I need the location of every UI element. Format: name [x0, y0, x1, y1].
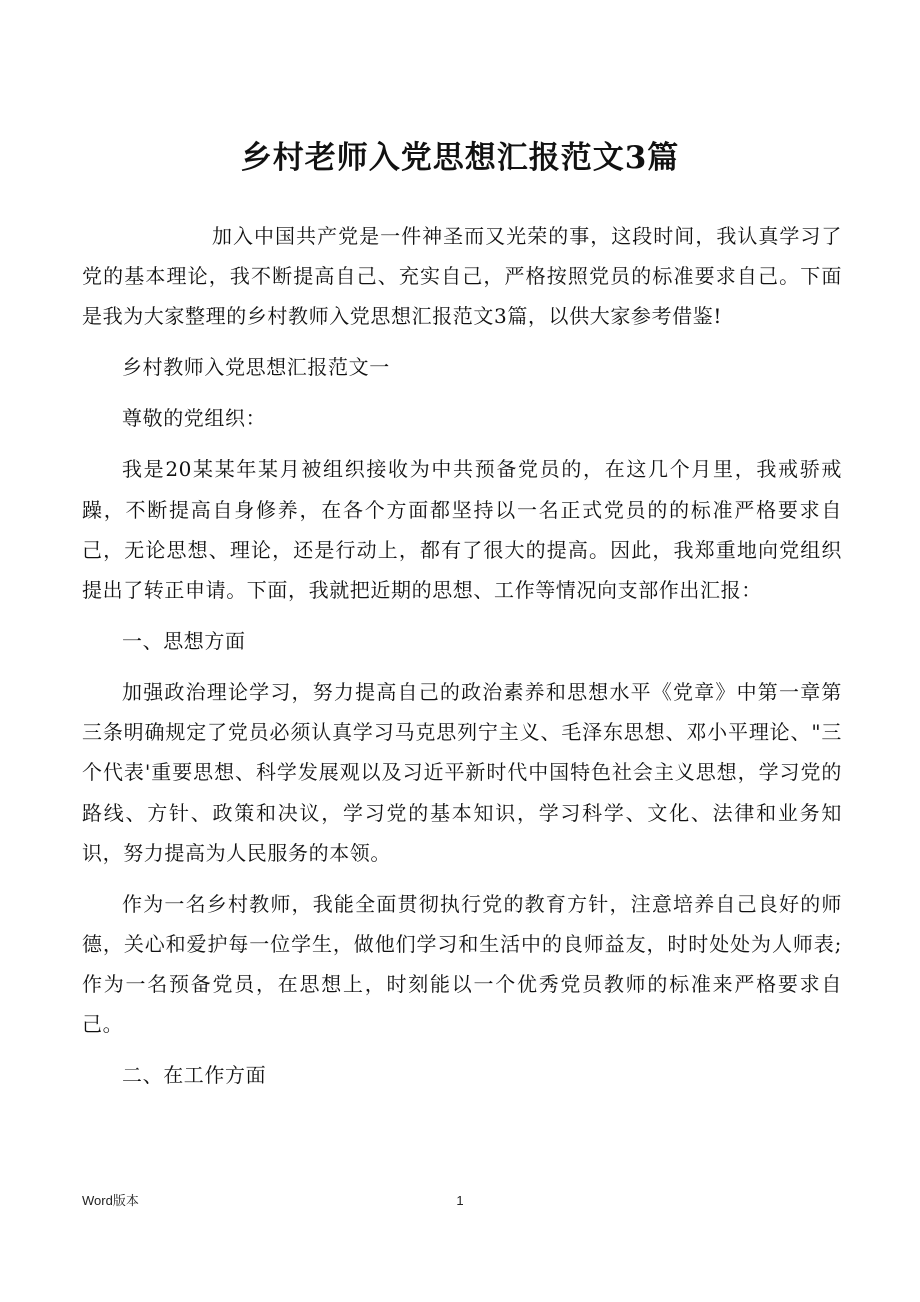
subheading-work: 二、在工作方面	[122, 1063, 267, 1088]
body-paragraph: 加强政治理论学习，努力提高自己的政治素养和思想水平《党章》中第一章第三条明确规定了党员必须认真学习马克思列宁主义、毛泽东思想、邓小平理论、"三个代表'重要思想、科学发展观以及习近平新时代中国特色社会主义思想，学习党的路线、方针、政策和决议，学习党的基本知识，学习科学、文化、法律和业务知识，努力提高为人民服务的本领。	[82, 680, 842, 865]
salutation: 尊敬的党组织：	[122, 406, 267, 431]
intro-paragraph: 加入中国共产党是一件神圣而又光荣的事，这段时间，我认真学习了党的基本理论，我不断提高自己、充实自己，严格按照党员的标准要求自己。下面是我为大家整理的乡村教师入党思想汇报范文3篇，以供大家参考借鉴!	[82, 224, 842, 329]
subheading-thought: 一、思想方面	[122, 629, 246, 654]
footer-version-label: Word版本	[82, 1193, 139, 1208]
section-heading-sample-one: 乡村教师入党思想汇报范文一	[122, 355, 390, 380]
body-paragraph: 我是20某某年某月被组织接收为中共预备党员的，在这几个月里，我戒骄戒躁，不断提高自身修养，在各个方面都坚持以一名正式党员的的标准严格要求自己，无论思想、理论，还是行动上，都有了很大的提高。因此，我郑重地向党组织提出了转正申请。下面，我就把近期的思想、工作等情况向支部作出汇报：	[82, 457, 842, 603]
document-body	[82, 216, 842, 1096]
body-paragraph: 作为一名乡村教师，我能全面贯彻执行党的教育方针，注意培养自己良好的师德，关心和爱护每一位学生，做他们学习和生活中的良师益友，时时处处为人师表;作为一名预备党员，在思想上，时刻能以一个优秀党员教师的标准来严格要求自己。	[82, 891, 842, 1037]
footer-page-number: 1	[456, 1193, 464, 1208]
document-title: 乡村老师入党思想汇报范文3篇	[240, 140, 680, 176]
